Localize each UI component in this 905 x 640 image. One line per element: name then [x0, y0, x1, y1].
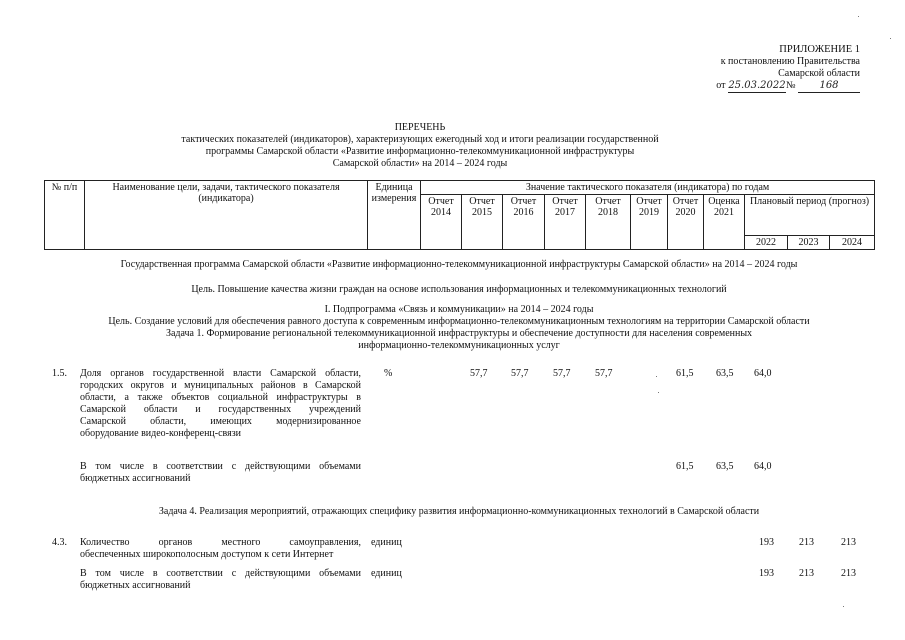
row-1-5-sub-name: В том числе в соответствии с действующими объемами бюджетных ассигнований: [80, 461, 361, 484]
appendix-line-2: к постановлению Правительства: [720, 56, 860, 67]
indicator-table-header: [44, 180, 875, 250]
appendix-block: [660, 44, 860, 93]
row-4-3-sub-2024: 213: [841, 568, 856, 579]
row-4-3-sub-unit: единиц: [371, 568, 402, 579]
title-line-2: тактических показателей (индикаторов), характеризующих ежегодный ход и итоги реализации государственной: [181, 134, 659, 145]
header-unit: Единица измерения: [368, 181, 421, 250]
row-4-3-2023: 213: [799, 537, 814, 548]
header-year-2016: Отчет 2016: [503, 195, 545, 250]
header-year-2021: Оценка 2021: [704, 195, 745, 250]
header-plan-2024: 2024: [830, 236, 875, 250]
task-4-line: Задача 4. Реализация мероприятий, отражающих специфику развития информационно-коммуникационных технологий в Самарской области: [158, 506, 760, 517]
header-num: № п/п: [45, 181, 85, 250]
row-1-5-unit: %: [384, 368, 393, 379]
header-year-2014: Отчет 2014: [421, 195, 462, 250]
subprogram-task-1: Задача 1. Формирование региональной телекоммуникационной инфраструктуры и обеспечение доступности для населения современных: [165, 328, 753, 339]
header-plan-2023: 2023: [788, 236, 830, 250]
scan-speck: [656, 376, 657, 377]
row-4-3-unit: единиц: [371, 537, 402, 548]
scan-speck: [843, 606, 844, 607]
subprogram-goal: Цель. Создание условий для обеспечения равного доступа к современным информационно-телекоммуникационным технологиям на территории Самарской области: [108, 316, 810, 327]
row-4-3-2022: 193: [759, 537, 774, 548]
row-1-5-2021: 63,5: [716, 368, 734, 379]
header-plan-period: Плановый период (прогноз): [745, 195, 875, 236]
row-4-3-sub-name: В том числе в соответствии с действующими объемами бюджетных ассигнований: [80, 568, 361, 591]
document-title: [150, 122, 690, 170]
subprogram-task-1-cont: информационно-телекоммуникационных услуг: [358, 340, 560, 351]
row-1-5-sub-2021: 63,5: [716, 461, 734, 472]
subprogram-block: [44, 304, 874, 352]
row-4-3-2024: 213: [841, 537, 856, 548]
row-1-5-2017: 57,7: [553, 368, 571, 379]
row-1-5-2022: 64,0: [754, 368, 772, 379]
row-1-5-sub-2022: 64,0: [754, 461, 772, 472]
scan-speck: [658, 392, 659, 393]
title-line-1: ПЕРЕЧЕНЬ: [394, 122, 446, 133]
row-4-3-sub-2023: 213: [799, 568, 814, 579]
header-year-2020: Отчет 2020: [668, 195, 704, 250]
program-line: Государственная программа Самарской области «Развитие информационно-телекоммуникационной инфраструктуры Самарской области» на 2014 – 2024 годы: [120, 259, 798, 270]
row-1-5-2016: 57,7: [511, 368, 529, 379]
header-year-2018: Отчет 2018: [586, 195, 631, 250]
scan-speck: [890, 38, 891, 39]
row-4-3-name: Количество органов местного самоуправления, обеспеченных широкополосным доступом к сети Интернет: [80, 537, 361, 560]
header-year-2017: Отчет 2017: [545, 195, 586, 250]
number-sign: №: [785, 80, 796, 91]
appendix-title: ПРИЛОЖЕНИЕ 1: [779, 44, 860, 55]
appendix-date-line: [660, 80, 860, 93]
row-1-5-sub-2020: 61,5: [676, 461, 694, 472]
goal-line: Цель. Повышение качества жизни граждан на основе использования информационных и телекоммуникационных технологий: [191, 284, 727, 295]
title-line-3: программы Самарской области «Развитие информационно-телекоммуникационной инфраструктуры: [205, 146, 635, 157]
row-1-5-2020: 61,5: [676, 368, 694, 379]
title-line-4: Самарской области» на 2014 – 2024 годы: [332, 158, 508, 169]
header-values: Значение тактического показателя (индикатора) по годам: [421, 181, 875, 195]
header-year-2015: Отчет 2015: [462, 195, 503, 250]
row-1-5-2018: 57,7: [595, 368, 613, 379]
date-value: 25.03.2022: [728, 80, 786, 91]
row-1-5-2015: 57,7: [470, 368, 488, 379]
appendix-line-3: Самарской области: [778, 68, 860, 79]
date-prefix: от: [716, 80, 726, 91]
row-1-5-name: Доля органов государственной власти Самарской области, городских округов и муниципальных районов в Самарской области, а также объектов социальной инфраструктуры в Самарской области и государственных учреждений Самарской области, имеющих модернизированное оборудование видео-конференц-связи: [80, 368, 361, 439]
row-1-5-num: 1.5.: [52, 368, 67, 379]
row-4-3-sub-2022: 193: [759, 568, 774, 579]
header-plan-2022: 2022: [745, 236, 788, 250]
header-year-2019: Отчет 2019: [631, 195, 668, 250]
scan-speck: [858, 16, 859, 17]
number-value: 168: [798, 80, 860, 93]
subprogram-title: I. Подпрограмма «Связь и коммуникации» на 2014 – 2024 годы: [324, 304, 594, 315]
header-name: Наименование цели, задачи, тактического показателя (индикатора): [85, 181, 368, 250]
row-4-3-num: 4.3.: [52, 537, 67, 548]
